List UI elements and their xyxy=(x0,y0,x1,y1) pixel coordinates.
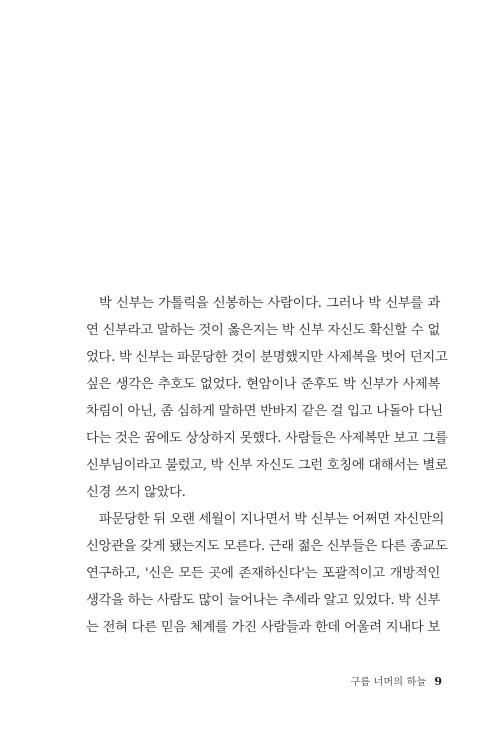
text-line: 신부님이라고 불렀고, 박 신부 자신도 그런 호칭에 대해서는 별로 xyxy=(86,458,448,473)
page-footer xyxy=(351,675,442,690)
text-line: 신앙관을 갖게 됐는지도 모른다. 근래 젊은 신부들은 다른 종교도 xyxy=(86,539,448,554)
text-line: 는 전혀 다른 믿음 체계를 가진 사람들과 한데 어울려 지내다 보 xyxy=(86,620,440,635)
text-line: 연구하고, '신은 모든 곳에 존재하신다'는 포괄적이고 개방적인 xyxy=(86,566,440,581)
text-line: 생각을 하는 사람도 많이 늘어나는 추세라 알고 있었다. 박 신부 xyxy=(86,593,440,608)
body-text xyxy=(86,290,448,641)
page-number: 9 xyxy=(434,675,442,688)
text-line: 다는 것은 꿈에도 상상하지 못했다. 사람들은 사제복만 보고 그를 xyxy=(86,431,448,446)
text-line: 차림이 아닌, 좀 심하게 말하면 반바지 같은 걸 입고 나돌아 다닌 xyxy=(86,404,443,419)
text-line: 박 신부는 가톨릭을 신봉하는 사람이다. 그러나 박 신부를 과 xyxy=(99,296,440,311)
text-line: 었다. 박 신부는 파문당한 것이 분명했지만 사제복을 벗어 던지고 xyxy=(86,350,448,365)
text-line: 신경 쓰지 않았다. xyxy=(86,485,186,500)
text-line: 싶은 생각은 추호도 없었다. 현암이나 준후도 박 신부가 사제복 xyxy=(86,377,440,392)
text-line: 파문당한 뒤 오랜 세월이 지나면서 박 신부는 어쩌면 자신만의 xyxy=(99,512,445,527)
running-title: 구름 너머의 하늘 xyxy=(350,677,427,688)
text-line: 연 신부라고 말하는 것이 옳은지는 박 신부 자신도 확신할 수 없 xyxy=(86,323,440,338)
